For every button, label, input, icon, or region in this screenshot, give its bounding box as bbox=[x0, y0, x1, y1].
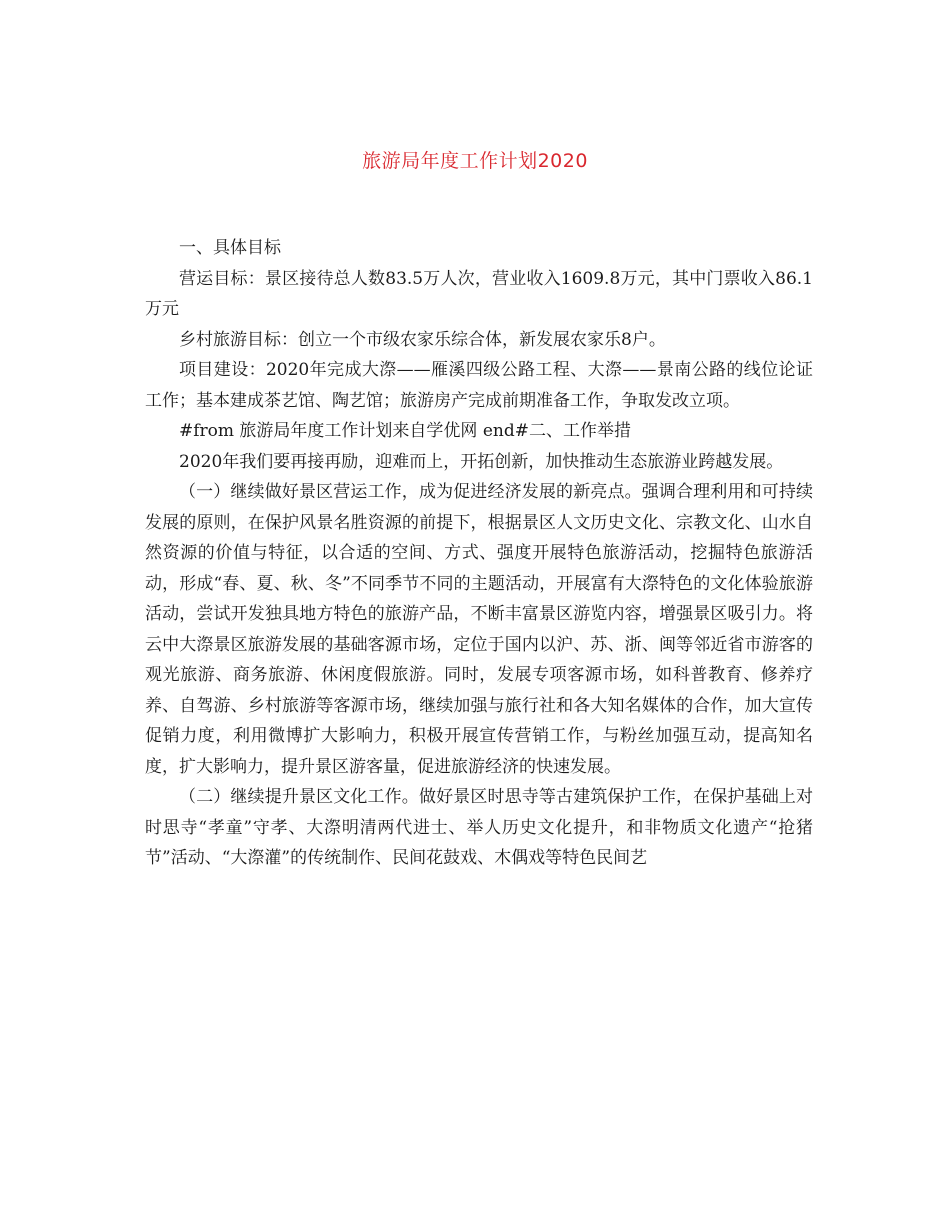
section-heading-goals: 一、具体目标 bbox=[179, 238, 281, 258]
paragraph-intro-measures: 2020年我们要再接再励，迎难而上，开拓创新，加快推动生态旅游业跨越发展。 bbox=[179, 451, 784, 472]
document-title: 旅游局年度工作计划2020 bbox=[362, 150, 588, 172]
document-body bbox=[145, 233, 813, 874]
paragraph-operation-goal: 营运目标：景区接待总人数83.5万人次，营业收入1609.8万元，其中门票收入86.1万元 bbox=[145, 268, 813, 319]
section-heading-measures: #from 旅游局年度工作计划来自学优网 end#二、工作举措 bbox=[179, 421, 631, 441]
paragraph-rural-tourism-goal: 乡村旅游目标：创立一个市级农家乐综合体，新发展农家乐8户。 bbox=[179, 329, 666, 350]
paragraph-measure-2: （二）继续提升景区文化工作。做好景区时思寺等古建筑保护工作，在保护基础上对时思寺“孝童”守孝、大漈明清两代进士、举人历史文化提升，和非物质文化遗产“抢猪节”活动、“大漈灌”的传统制作、民间花鼓戏、木偶戏等特色民间艺 bbox=[145, 787, 813, 868]
paragraph-measure-1: （一）继续做好景区营运工作，成为促进经济发展的新亮点。强调合理利用和可持续发展的原则，在保护风景名胜资源的前提下，根据景区人文历史文化、宗教文化、山水自然资源的价值与特征，以合适的空间、方式、强度开展特色旅游活动，挖掘特色旅游活动，形成“春、夏、秋、冬”不同季节不同的主题活动，开展富有大漈特色的文化体验旅游活动，尝试开发独具地方特色的旅游产品，不断丰富景区游览内容，增强景区吸引力。将云中大漈景区旅游发展的基础客源市场，定位于国内以沪、苏、浙、闽等邻近省市游客的观光旅游、商务旅游、休闲度假旅游。同时，发展专项客源市场，如科普教育、修养疗养、自驾游、乡村旅游等客源市场，继续加强与旅行社和各大知名媒体的合作，加大宣传促销力度，利用微博扩大影响力，积极开展宣传营销工作，与粉丝加强互动，提高知名度，扩大影响力，提升景区游客量，促进旅游经济的快速发展。 bbox=[145, 482, 813, 777]
paragraph-project-construction: 项目建设：2020年完成大漈——雁溪四级公路工程、大漈——景南公路的线位论证工作；基本建成茶艺馆、陶艺馆；旅游房产完成前期准备工作，争取发改立项。 bbox=[145, 360, 813, 411]
